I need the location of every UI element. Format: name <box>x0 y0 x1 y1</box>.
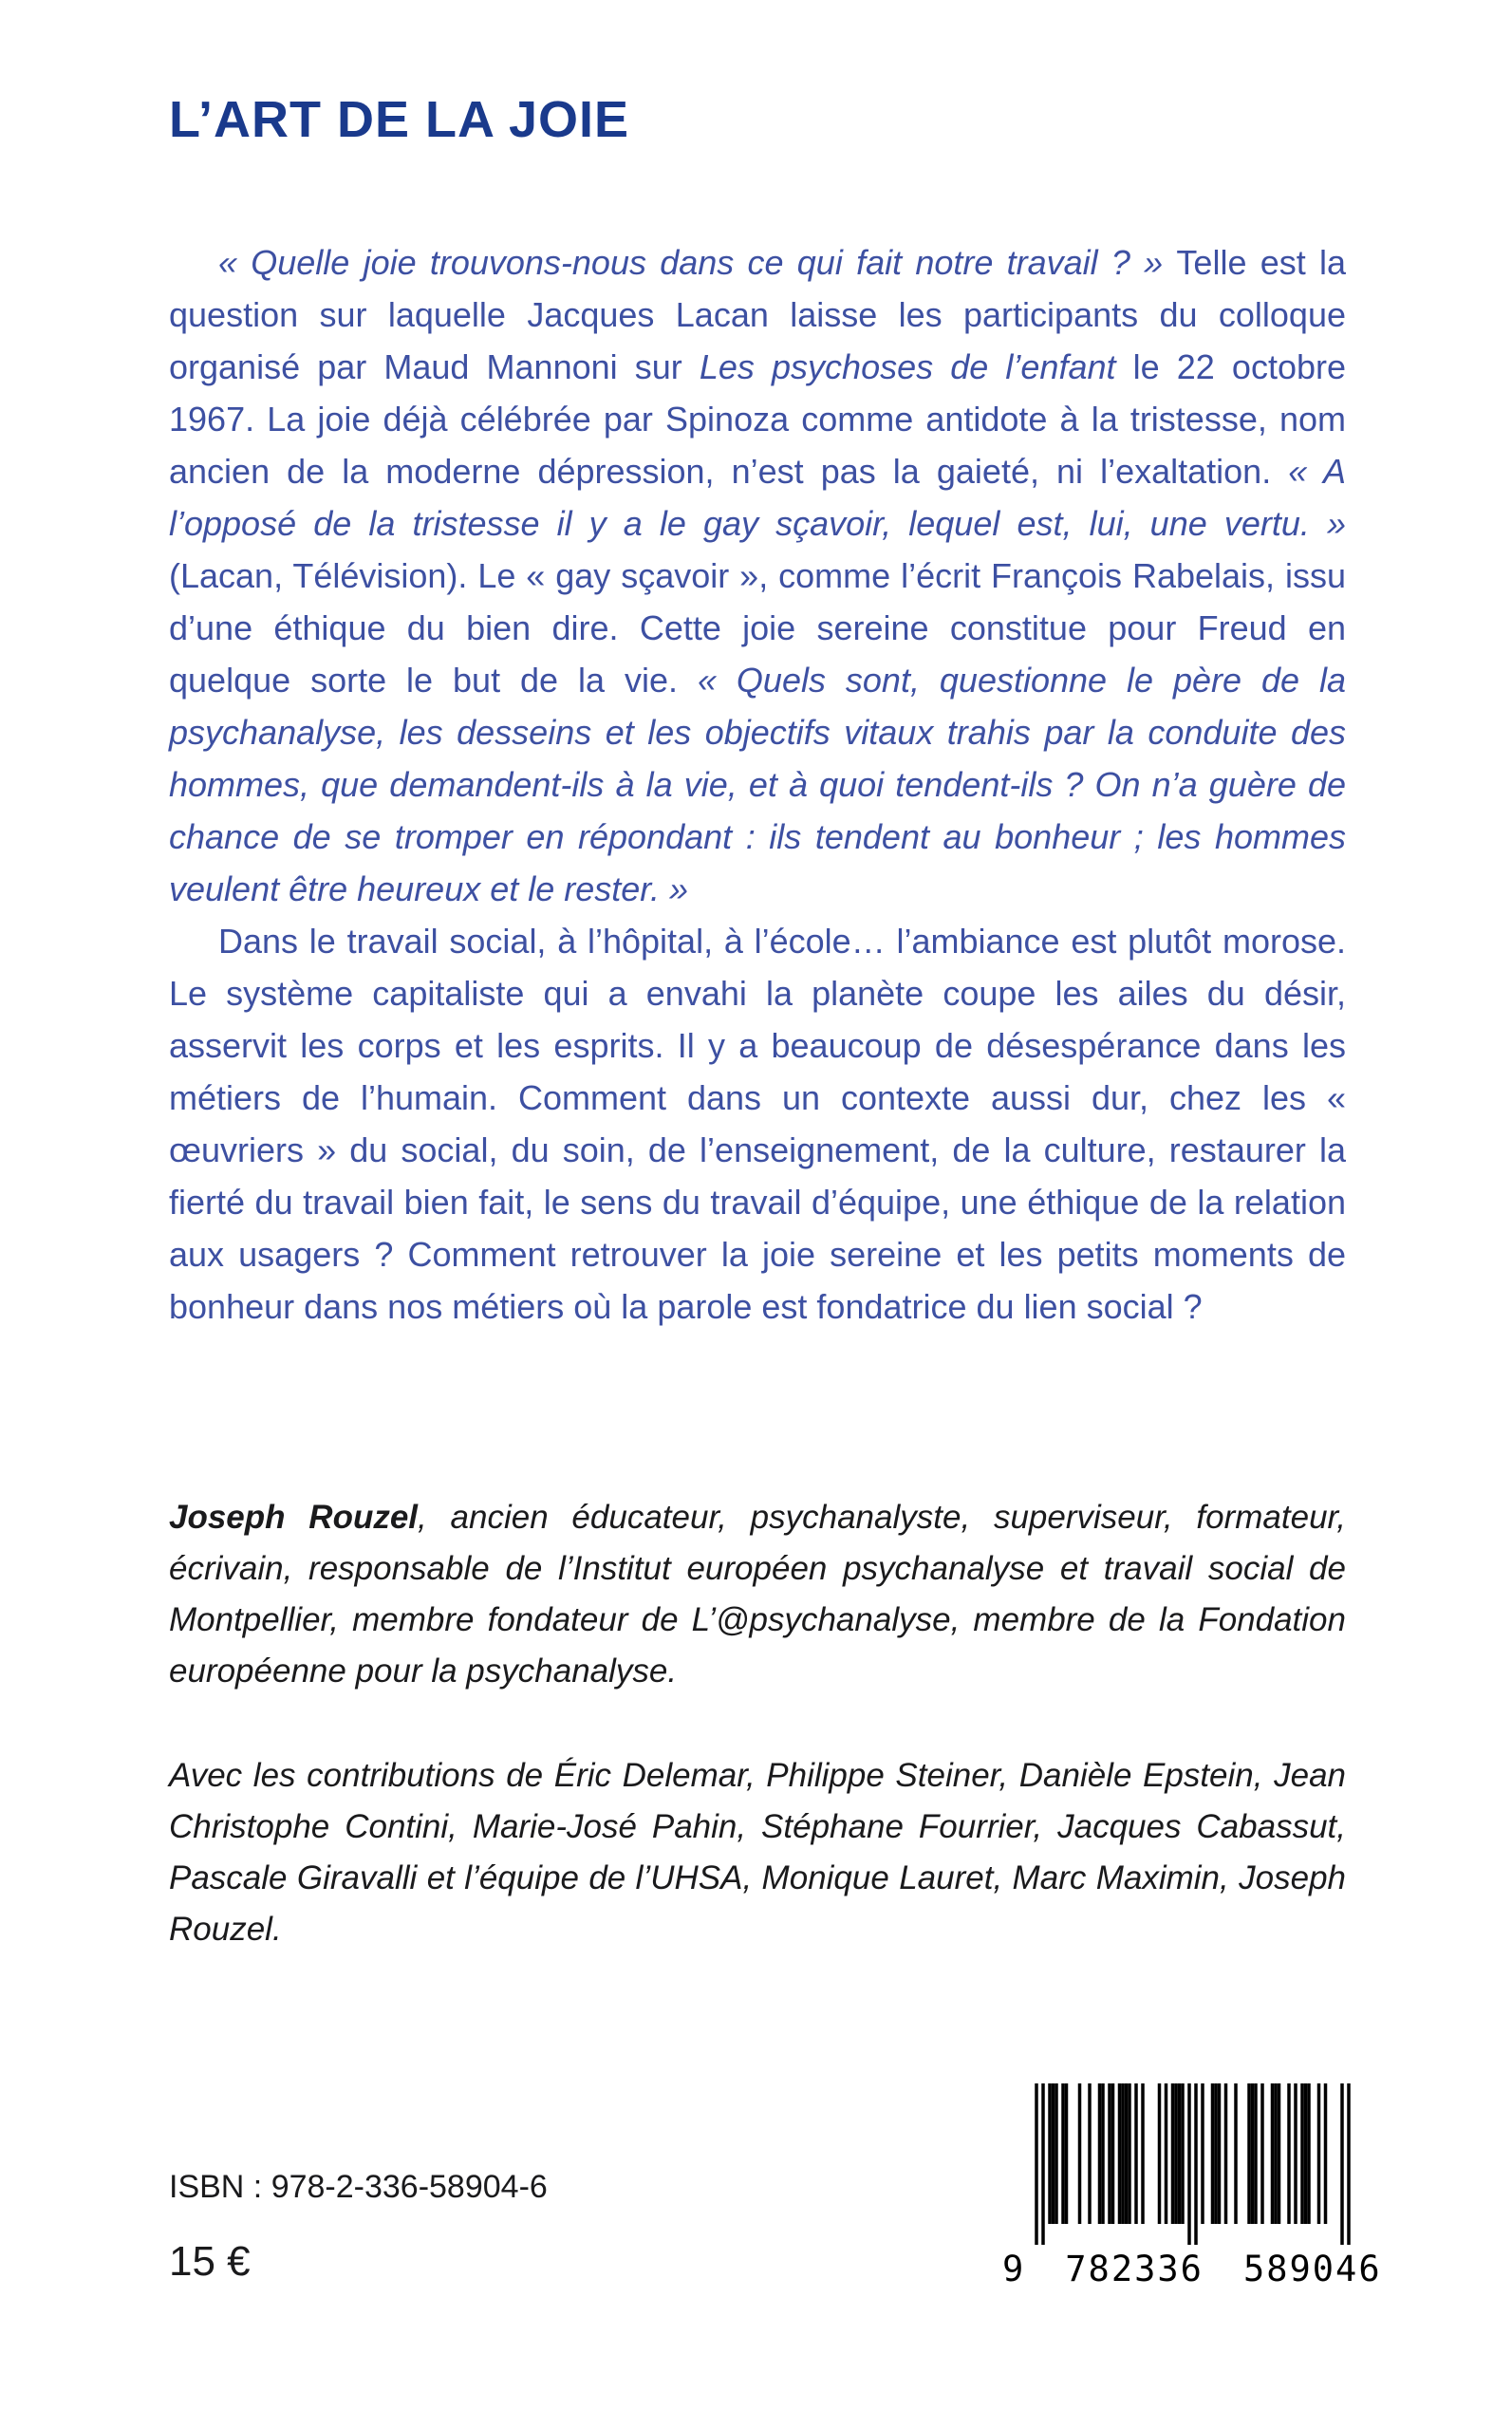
author-bio-text: , ancien éducateur, psychanalyste, superviseur, formateur, écrivain, responsable de l’Institut européen psychanalyse et travail social de Montpellier, membre fondateur de L’@psychanalyse, membre de la Fondation européenne pour la psychanalyse. <box>169 1499 1346 1690</box>
quote-freud: « Quels sont, questionne le père de la psychanalyse, les desseins et les objectifs vitaux trahis par la conduite des hommes, que demandent-ils à la vie, et à quoi tendent-ils ? On n’a guère de chance de se tromper en répondant : ils tendent au bonheur ; les hommes veulent être heureux et le rester. » <box>169 661 1346 908</box>
body-text-3: (Lacan, Télévision). Le « gay sçavoir », comme l’écrit François Rabelais, issu d’une éthique du bien dire. Cette joie sereine constitue pour Freud en quelque sorte le but de la vie. <box>169 556 1346 700</box>
barcode-digit-group-3: 589046 <box>1242 2249 1382 2289</box>
book-title: L’ART DE LA JOIE <box>169 91 630 148</box>
body-text-2: le 22 octobre 1967. La joie déjà célébrée par Spinoza comme antidote à la tristesse, nom ancien de la moderne dépression, n’est pas la gaieté, ni l’exaltation. <box>169 347 1346 491</box>
author-bio <box>169 1492 1346 1697</box>
barcode-digits <box>1002 2249 1382 2289</box>
barcode-digit-group-1: 9 <box>1002 2249 1026 2289</box>
isbn-label: ISBN : 978-2-336-58904-6 <box>169 2169 548 2205</box>
barcode-digit-group-2: 782336 <box>1065 2249 1204 2289</box>
price-label: 15 € <box>169 2238 251 2285</box>
author-name: Joseph Rouzel <box>169 1499 419 1536</box>
barcode-bars <box>1035 2083 1351 2245</box>
ean-barcode <box>1002 2083 1382 2289</box>
quote-opening: « Quelle joie trouvons-nous dans ce qui fait notre travail ? » <box>218 243 1177 282</box>
contributors-paragraph: Avec les contributions de Éric Delemar, Philippe Steiner, Danièle Epstein, Jean Christophe Contini, Marie-José Pahin, Stéphane Fourrier, Jacques Cabassut, Pascale Giravalli et l’équipe de l’UHSA, Monique Lauret, Marc Maximin, Joseph Rouzel. <box>169 1757 1346 1948</box>
synopsis-paragraph-1 <box>169 236 1346 915</box>
quote-lacan: « A l’opposé de la tristesse il y a le gay sçavoir, lequel est, lui, une vertu. » <box>169 452 1346 543</box>
work-title-psychoses: Les psychoses de l’enfant <box>699 347 1116 386</box>
body-text-1: Telle est la question sur laquelle Jacques Lacan laisse les participants du colloque organisé par Maud Mannoni sur <box>169 243 1346 386</box>
synopsis-paragraph-2: Dans le travail social, à l’hôpital, à l’école… l’ambiance est plutôt morose. Le système capitaliste qui a envahi la planète coupe les ailes du désir, asservit les corps et les esprits. Il y a beaucoup de désespérance dans les métiers de l’humain. Comment dans un contexte aussi dur, chez les « œuvriers » du social, du soin, de l’enseignement, de la culture, restaurer la fierté du travail bien fait, le sens du travail d’équipe, une éthique de la relation aux usagers ? Comment retrouver la joie sereine et les petits moments de bonheur dans nos métiers où la parole est fondatrice du lien social ? <box>169 922 1346 1326</box>
